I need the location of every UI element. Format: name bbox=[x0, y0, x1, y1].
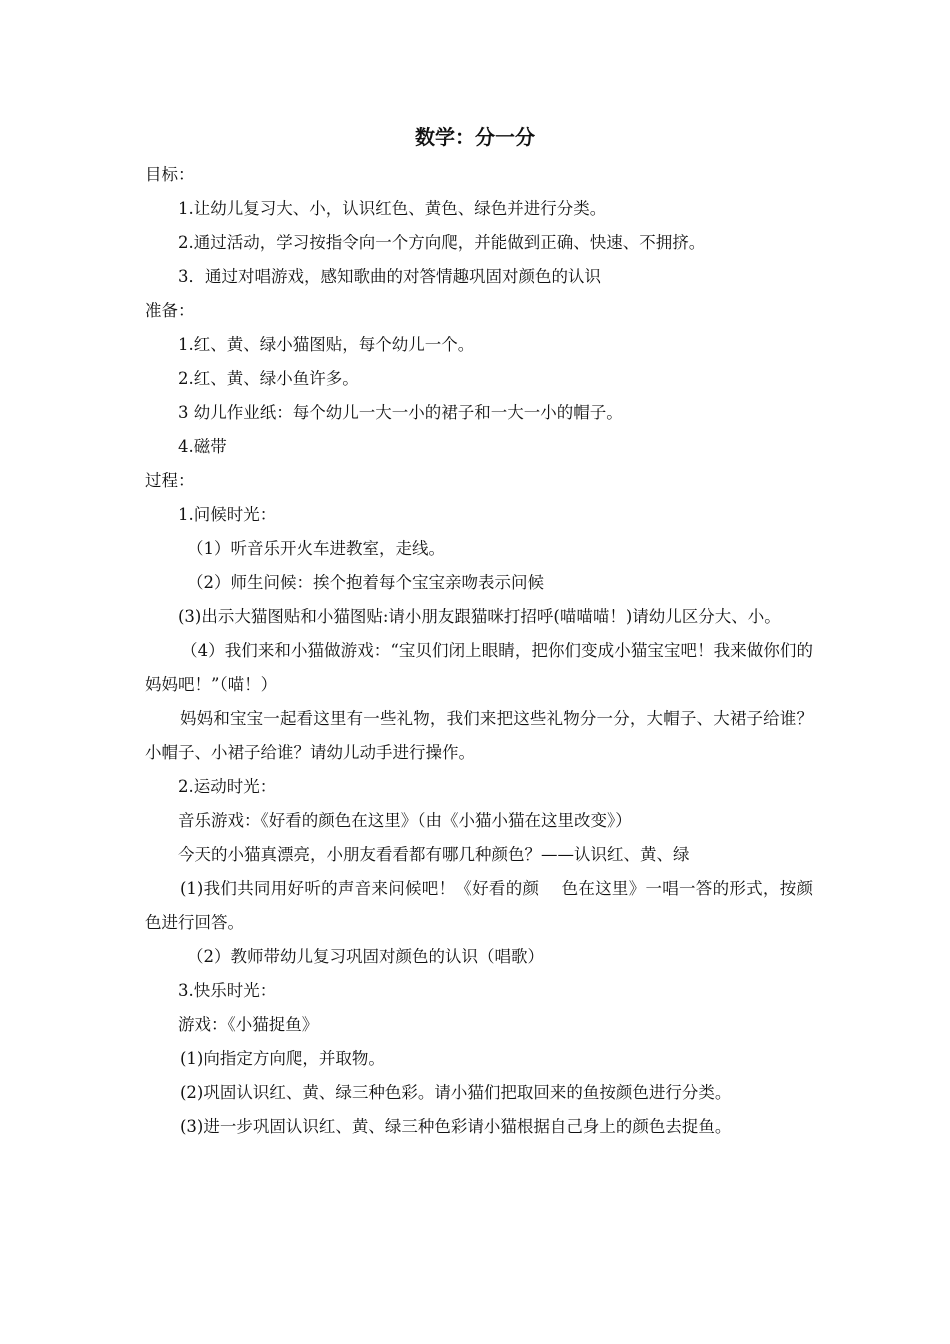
game-line: 音乐游戏：《好看的颜色在这里》（由《小猫小猫在这里改变》） bbox=[178, 811, 632, 830]
prep-item: 2.红、黄、绿小鱼许多。 bbox=[178, 369, 359, 388]
process-step: (3)出示大猫图贴和小猫图贴:请小朋友跟猫咪打招呼(喵喵喵！)请幼儿区分大、小。 bbox=[178, 607, 781, 626]
process-step: (1)我们共同用好听的声音来问候吧！《好看的颜 色在这里》一唱一答的形式，按颜色进行回答。 bbox=[145, 879, 813, 932]
section-title: 3.快乐时光： bbox=[178, 981, 277, 1000]
process-heading: 过程： bbox=[145, 471, 195, 490]
process-step: （4）我们来和小猫做游戏：“宝贝们闭上眼睛，把你们变成小猫宝宝吧！我来做你们的妈妈吧！”（喵！） bbox=[145, 641, 813, 694]
process-step: (2)巩固认识红、黄、绿三种色彩。请小猫们把取回来的鱼按颜色进行分类。 bbox=[180, 1083, 732, 1102]
process-step: （2）师生问候：挨个抱着每个宝宝亲吻表示问候 bbox=[187, 573, 544, 592]
prep-heading: 准备： bbox=[145, 301, 195, 320]
goal-item: 1.让幼儿复习大、小，认识红色、黄色、绿色并进行分类。 bbox=[178, 199, 607, 218]
process-step: （1）听音乐开火车进教室，走线。 bbox=[187, 539, 445, 558]
process-step: (1)向指定方向爬，并取物。 bbox=[180, 1049, 385, 1068]
goal-item: 2.通过活动，学习按指令向一个方向爬，并能做到正确、快速、不拥挤。 bbox=[178, 233, 706, 252]
goal-item: 3．通过对唱游戏，感知歌曲的对答情趣巩固对颜色的认识 bbox=[178, 267, 601, 286]
game-line: 游戏：《小猫捉鱼》 bbox=[178, 1015, 319, 1034]
process-paragraph: 妈妈和宝宝一起看这里有一些礼物，我们来把这些礼物分一分，大帽子、大裙子给谁？小帽子、小裙子给谁？请幼儿动手进行操作。 bbox=[145, 709, 813, 762]
document-body bbox=[145, 158, 813, 1144]
process-step: （2）教师带幼儿复习巩固对颜色的认识（唱歌） bbox=[187, 947, 544, 966]
document-title: 数学：分一分 bbox=[415, 125, 535, 149]
goals-heading: 目标： bbox=[145, 165, 195, 184]
process-step: (3)进一步巩固认识红、黄、绿三种色彩请小猫根据自己身上的颜色去捉鱼。 bbox=[180, 1117, 732, 1136]
prep-item: 1.红、黄、绿小猫图贴，每个幼儿一个。 bbox=[178, 335, 475, 354]
prep-item: 3 幼儿作业纸：每个幼儿一大一小的裙子和一大一小的帽子。 bbox=[178, 403, 623, 422]
process-paragraph: 今天的小猫真漂亮，小朋友看看都有哪几种颜色？——认识红、黄、绿 bbox=[178, 845, 690, 864]
section-title: 1.问候时光： bbox=[178, 505, 277, 524]
prep-item: 4.磁带 bbox=[178, 437, 227, 456]
section-title: 2.运动时光： bbox=[178, 777, 277, 796]
